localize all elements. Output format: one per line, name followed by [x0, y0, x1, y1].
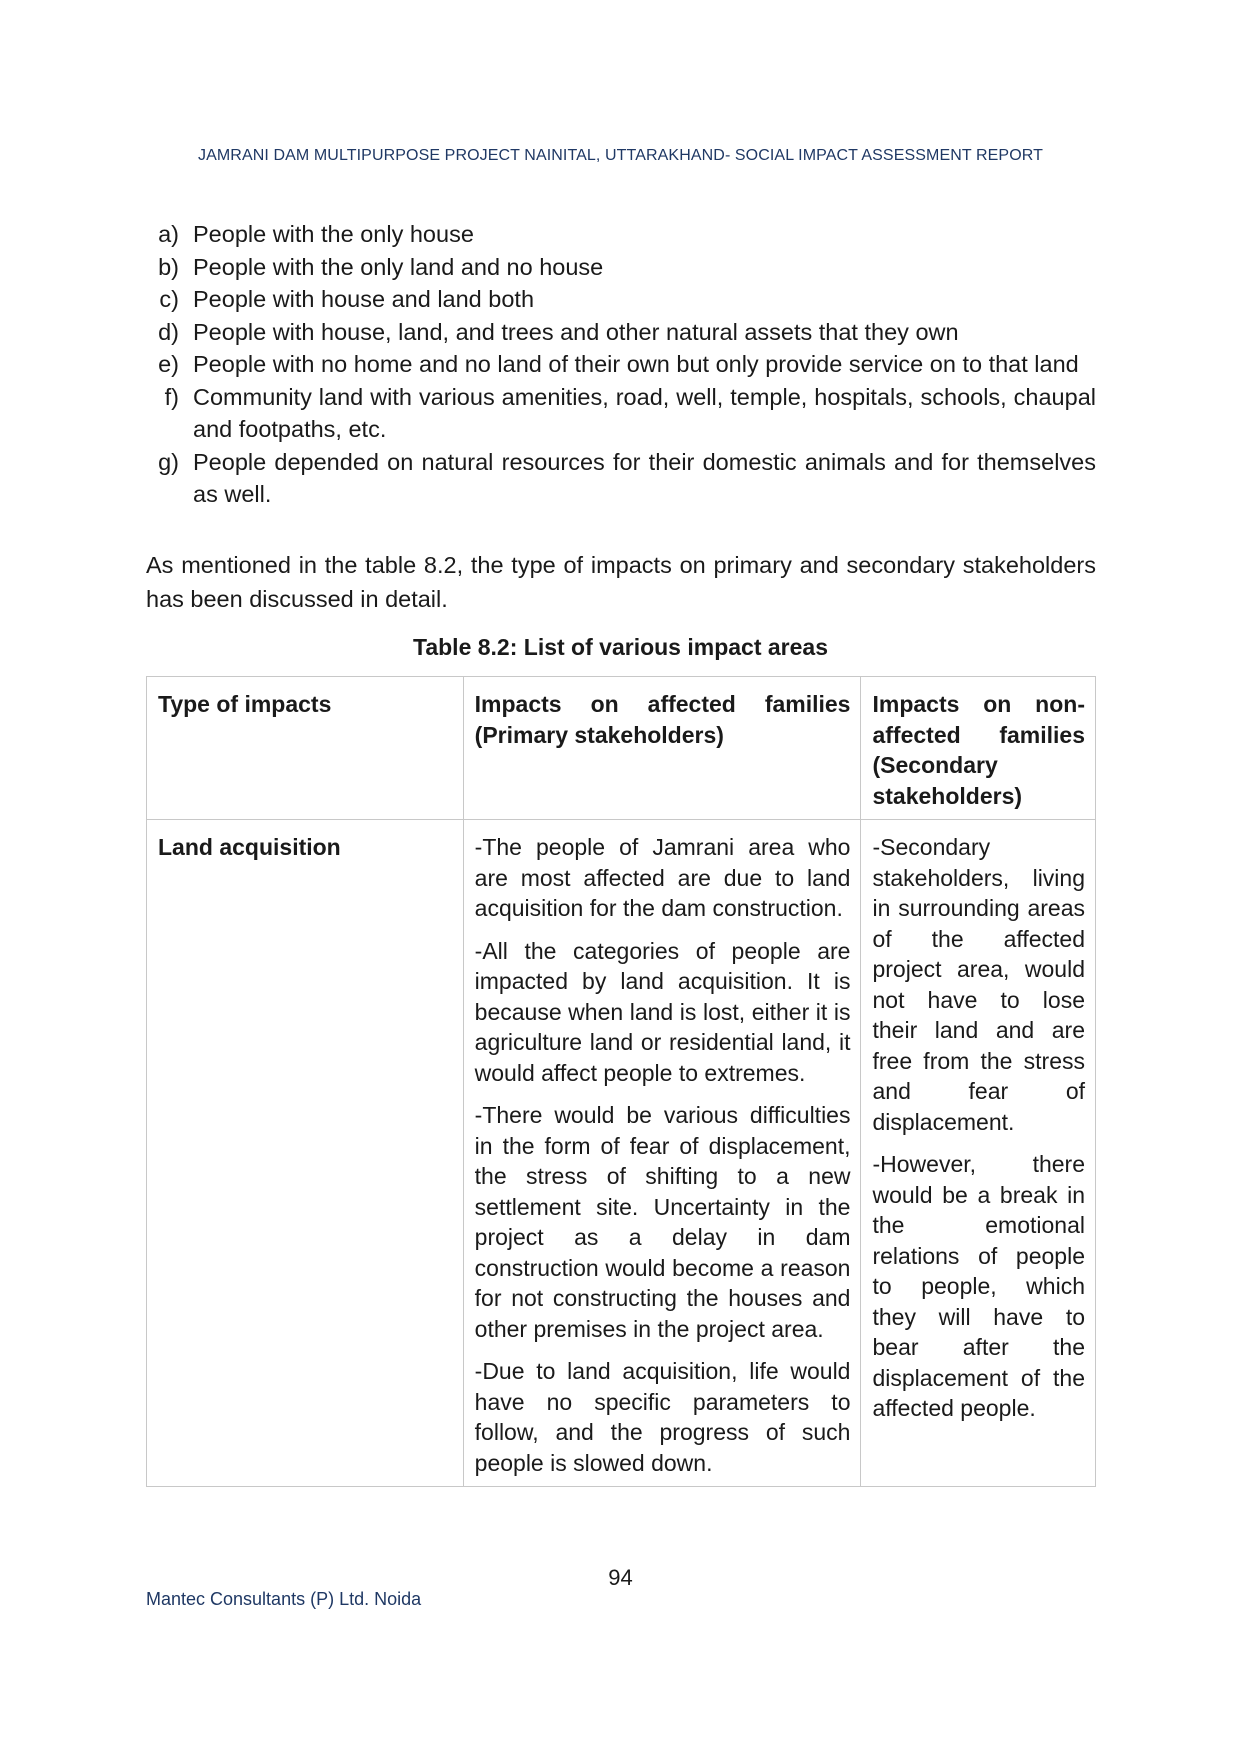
- intro-paragraph: As mentioned in the table 8.2, the type of impacts on primary and secondary stakeholders has been discussed in detail.: [146, 552, 1096, 612]
- list-marker: g): [158, 448, 179, 475]
- primary-impact-paragraph: -There would be various difficulties in the form of fear of displacement, the stress of shifting to a new settlement site. Uncertainty in the project as a delay in dam construction would become a reason for not constructing the houses and other premises in the project area.: [474, 1102, 851, 1342]
- list-marker: b): [158, 253, 179, 280]
- table-caption: Table 8.2: List of various impact areas: [413, 634, 828, 660]
- list-marker: f): [164, 383, 179, 410]
- footer-company: Mantec Consultants (P) Ltd. Noida: [146, 1589, 422, 1609]
- list-marker: e): [158, 351, 179, 377]
- list-item-text: People with the only house: [193, 221, 474, 247]
- list-item: [146, 381, 1096, 446]
- list-item-text: People with house, land, and trees and other natural assets that they own: [193, 318, 959, 345]
- list-item-text: Community land with various amenities, road, well, temple, hospitals, schools, chaupal and footpaths, etc.: [193, 383, 1096, 442]
- header-type-of-impacts: Type of impacts: [147, 677, 464, 820]
- list-marker: a): [158, 221, 179, 247]
- header-primary-stakeholders: Impacts on affected families (Primary stakeholders): [463, 677, 861, 820]
- page-number: 94: [608, 1565, 633, 1590]
- primary-impact-paragraph: -All the categories of people are impacted by land acquisition. It is because when land is lost, either it is agriculture land or residential land, it would affect people to extremes.: [474, 937, 851, 1086]
- table-header-row: [147, 677, 1096, 820]
- primary-impact-paragraph: -Due to land acquisition, life would have no specific parameters to follow, and the progress of such people is slowed down.: [474, 1358, 851, 1476]
- header-secondary-stakeholders: Impacts on non-affected families (Secondary stakeholders): [861, 677, 1096, 820]
- list-item: [146, 316, 1096, 349]
- list-item-text: People with house and land both: [193, 286, 535, 312]
- primary-impact-paragraph: -The people of Jamrani area who are most affected are due to land acquisition for the dam construction.: [474, 834, 851, 921]
- list-item-text: People with no home and no land of their own but only provide service on to that land: [193, 351, 1079, 377]
- list-marker: d): [158, 318, 179, 345]
- stakeholder-category-list: [146, 218, 1096, 511]
- table-row: [147, 820, 1096, 1487]
- list-item-text: People with the only land and no house: [193, 253, 604, 280]
- secondary-impacts-cell: [861, 820, 1096, 1487]
- list-item: [146, 446, 1096, 511]
- list-item: [146, 218, 1096, 251]
- list-item-text: People depended on natural resources for their domestic animals and for themselves as well.: [193, 448, 1096, 507]
- running-header: JAMRANI DAM MULTIPURPOSE PROJECT NAINITAL, UTTARAKHAND- SOCIAL IMPACT ASSESSMENT REPORT: [198, 147, 1043, 164]
- primary-impacts-cell: [463, 820, 861, 1487]
- impact-areas-table: [146, 676, 1096, 1487]
- list-item: [146, 348, 1096, 381]
- list-item: [146, 251, 1096, 284]
- row-label-land-acquisition: Land acquisition: [147, 820, 464, 1487]
- list-marker: c): [159, 286, 179, 312]
- list-item: [146, 283, 1096, 316]
- secondary-impact-paragraph: -Secondary stakeholders, living in surrounding areas of the affected project area, would not have to lose their land and are free from the stress and fear of displacement.: [872, 834, 1085, 1135]
- secondary-impact-paragraph: -However, there would be a break in the emotional relations of people to people, which they will have to bear after the displacement of the affected people.: [872, 1151, 1085, 1421]
